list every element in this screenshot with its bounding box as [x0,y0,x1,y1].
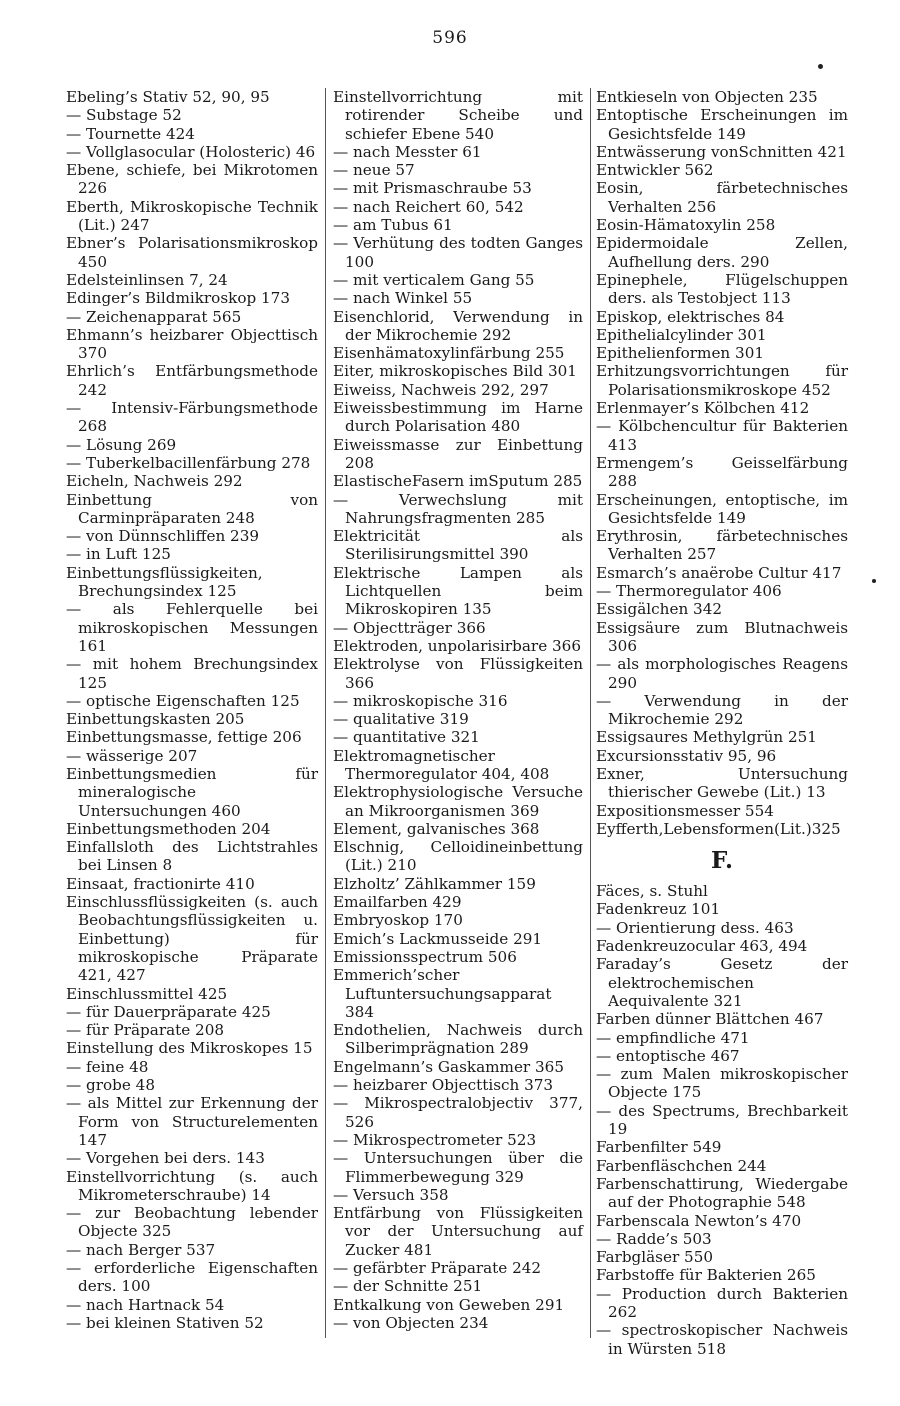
index-entry: Erscheinungen, entoptische, im Gesichtsfelde 149 [596,490,848,527]
index-entry: Eiweiss, Nachweis 292, 297 [333,380,549,399]
index-entry: Farbenschattirung, Wiedergabe auf der Photographie 548 [596,1174,848,1212]
index-entry: Expositionsmesser 554 [596,801,774,820]
index-entry: — Zeichenapparat 565 [66,307,242,326]
column-divider [325,88,326,1338]
index-entry: Ebner’s Polarisationsmikroskop 450 [66,234,318,271]
index-entry: — optische Eigenschaften 125 [66,691,300,710]
index-entry: Farbenfläschchen 244 [596,1156,767,1175]
index-entry: — von Dünnschliffen 239 [66,527,260,546]
index-entry: Endothelien, Nachweis durch Silberimprägnation 289 [333,1021,583,1058]
index-entry: — Verwechslung mit Nahrungsfragmenten 285 [333,490,583,527]
index-entry: Elektricität als Sterilisirungsmittel 390 [333,527,583,564]
index-entry: — als morphologisches Reagens 290 [596,655,848,692]
index-entry: Essigsaures Methylgrün 251 [596,728,817,747]
index-entry: — Mikrospectrometer 523 [333,1130,537,1149]
index-entry: — wässerige 207 [66,746,198,765]
section-heading: F. [710,847,734,875]
index-column-2 [333,88,583,1332]
index-entry: — grobe 48 [66,1076,156,1095]
index-entry: — von Objecten 234 [333,1313,489,1332]
index-entry: Eosin-Hämatoxylin 258 [596,216,776,235]
index-entry: Epinephele, Flügelschuppen ders. als Testobject 113 [596,270,848,308]
index-entry: Farbenscala Newton’s 470 [596,1211,802,1230]
page-number: 596 [432,28,468,48]
index-column-1 [66,88,318,1332]
index-entry: Einbettungsflüssigkeiten, Brechungsindex 125 [66,563,263,601]
index-entry: Excursionsstativ 95, 96 [596,746,777,765]
index-entry: Einbettung von Carminpräparaten 248 [66,490,318,527]
index-entry: Embryoskop 170 [333,911,463,930]
index-entry: Eisenhämatoxylinfärbung 255 [333,344,565,363]
index-entry: — Kölbchencultur für Bakterien 413 [596,417,848,454]
index-entry: Eiter, mikroskopisches Bild 301 [333,362,577,381]
index-entry: Epidermoidale Zellen, Aufhellung ders. 290 [596,234,848,271]
index-entry: Entfärbung von Flüssigkeiten vor der Untersuchung auf Zucker 481 [333,1204,583,1259]
index-entry: Eosin, färbetechnisches Verhalten 256 [596,179,848,216]
index-entry: Einfallsloth des Lichtstrahles bei Linsen 8 [66,838,318,875]
index-entry: Edelsteinlinsen 7, 24 [66,270,228,289]
index-entry: Einstellung des Mikroskopes 15 [66,1039,313,1058]
index-entry: — Production durch Bakterien 262 [596,1284,848,1321]
index-entry: — nach Winkel 55 [333,289,473,308]
index-entry: Elektrische Lampen als Lichtquellen beim Mikroskopiren 135 [333,563,583,619]
index-entry: — Lösung 269 [66,435,177,454]
index-entry: — Radde’s 503 [596,1229,712,1248]
index-entry: Ehrlich’s Entfärbungsmethode 242 [66,362,318,399]
index-entry: — Untersuchungen über die Flimmerbewegung 329 [333,1149,583,1186]
index-entry: Edinger’s Bildmikroskop 173 [66,289,291,308]
index-entry: Eyfferth,Lebensformen(Lit.)325 [596,819,841,838]
index-entry: Elektrolyse von Flüssigkeiten 366 [333,655,583,692]
index-entry: Entwässerung vonSchnitten 421 [596,142,847,161]
index-entry: — Mikrospectralobjectiv 377, 526 [333,1094,583,1131]
index-entry: — nach Berger 537 [66,1240,216,1259]
index-entry: Fadenkreuzocular 463, 494 [596,937,808,956]
index-entry: Emissionsspectrum 506 [333,947,517,966]
index-entry: — qualitative 319 [333,710,469,729]
index-entry: — empfindliche 471 [596,1028,750,1047]
index-entry: Ermengem’s Geisselfärbung 288 [596,453,848,491]
index-entry: — Thermoregulator 406 [596,582,782,601]
index-entry: — Verhütung des todten Ganges 100 [333,234,583,271]
index-entry: — Intensiv-Färbungsmethode 268 [66,399,318,436]
index-entry: Farbgläser 550 [596,1248,714,1267]
index-entry: Einbettungskasten 205 [66,710,245,729]
index-entry: Entkalkung von Geweben 291 [333,1295,565,1314]
index-entry: — Vorgehen bei ders. 143 [66,1149,265,1168]
index-entry: Esmarch’s anaërobe Cultur 417 [596,563,842,582]
index-column-3 [596,88,848,1358]
index-entry: Erlenmayer’s Kölbchen 412 [596,399,810,418]
index-entry: — quantitative 321 [333,728,480,747]
index-entry: — mit verticalem Gang 55 [333,270,535,289]
index-entry: — gefärbter Präparate 242 [333,1259,542,1277]
index-entry: Emmerich’scher Luftuntersuchungsapparat 384 [333,966,552,1021]
index-entry: Entoptische Erscheinungen im Gesichtsfelde 149 [596,106,848,143]
index-entry: — zur Beobachtung lebender Objecte 325 [66,1204,318,1241]
column-divider [590,88,591,1338]
index-entry: Eicheln, Nachweis 292 [66,472,243,491]
index-entry: Fadenkreuz 101 [596,900,721,919]
index-entry: Entwickler 562 [596,161,714,180]
index-entry: — für Präparate 208 [66,1021,225,1040]
index-entry: — als Mittel zur Erkennung der Form von Structurelementen 147 [66,1094,318,1149]
index-entry: — nach Messter 61 [333,142,482,161]
index-entry: — neue 57 [333,161,415,180]
index-entry: Elektroden, unpolarisirbare 366 [333,636,581,655]
index-entry: — erforderliche Eigenschaften ders. 100 [66,1259,318,1296]
index-entry: Eberth, Mikroskopische Technik (Lit.) 247 [66,197,318,235]
index-entry: Farbstoffe für Bakterien 265 [596,1266,816,1285]
index-entry: — mit hohem Brechungsindex 125 [66,655,318,692]
index-entry: Emailfarben 429 [333,893,462,912]
index-entry: Epithelialcylinder 301 [596,325,767,344]
index-entry: Engelmann’s Gaskammer 365 [333,1057,565,1076]
index-entry: Eiweissbestimmung im Harne durch Polarisation 480 [333,399,583,436]
index-entry: Essigsäure zum Blutnachweis 306 [596,618,848,655]
index-entry: Eisenchlorid, Verwendung in der Mikrochemie 292 [333,307,583,344]
index-entry: — mikroskopische 316 [333,691,508,710]
index-entry: Einschlussmittel 425 [66,984,228,1003]
index-entry: Essigälchen 342 [596,600,723,619]
index-entry: — feine 48 [66,1057,149,1076]
index-entry: Elektrophysiologische Versuche an Mikroorganismen 369 [333,783,583,820]
index-entry: — als Fehlerquelle bei mikroskopischen Messungen 161 [66,600,318,655]
index-entry: — des Spectrums, Brechbarkeit 19 [596,1101,848,1139]
index-entry: — spectroskopischer Nachweis in Würsten 518 [596,1321,848,1358]
index-entry: Fäces, s. Stuhl [596,882,708,901]
index-entry: Epithelienformen 301 [596,344,765,363]
index-entry: Erhitzungsvorrichtungen für Polarisationsmikroskope 452 [596,362,848,399]
index-entry: Farbenfilter 549 [596,1138,722,1157]
index-entry: — für Dauerpräparate 425 [66,1002,271,1021]
index-entry: — Tuberkelbacillenfärbung 278 [66,453,311,472]
index-entry: — Objectträger 366 [333,618,486,637]
index-entry: — Verwendung in der Mikrochemie 292 [596,691,848,729]
index-entry: Ebeling’s Stativ 52, 90, 95 [66,88,270,106]
index-entry: — am Tubus 61 [333,216,453,235]
index-entry: Element, galvanisches 368 [333,819,540,838]
index-entry: Erythrosin, färbetechnisches Verhalten 257 [596,527,848,564]
index-entry: — Substage 52 [66,106,182,125]
print-speck [818,64,823,69]
index-entry: — heizbarer Objecttisch 373 [333,1076,554,1095]
index-entry: — nach Hartnack 54 [66,1295,225,1314]
index-entry: — mit Prismaschraube 53 [333,179,532,198]
print-speck [872,579,876,583]
index-entry: Einstellvorrichtung (s. auch Mikrometerschraube) 14 [66,1167,318,1204]
index-entry: — entoptische 467 [596,1046,740,1065]
index-entry: Einsaat, fractionirte 410 [66,874,255,893]
index-entry: Ebene, schiefe, bei Mikrotomen 226 [66,161,318,198]
index-entry: Faraday’s Gesetz der elektrochemischen Aequivalente 321 [596,955,848,1010]
index-entry: Einschlussflüssigkeiten (s. auch Beobachtungsflüssigkeiten u. Einbettung) für mikroskopische Präparate 421, 427 [66,893,318,985]
index-entry: Farben dünner Blättchen 467 [596,1010,824,1029]
index-entry: — Tournette 424 [66,124,195,143]
index-entry: Einstellvorrichtung mit rotirender Scheibe und schiefer Ebene 540 [333,88,583,143]
index-entry: ElastischeFasern imSputum 285 [333,472,583,491]
index-entry: — nach Reichert 60, 542 [333,197,524,216]
index-entry: Emich’s Lackmusseide 291 [333,929,543,948]
index-entry: — Vollglasocular (Holosteric) 46 [66,142,316,161]
index-entry: — zum Malen mikroskopischer Objecte 175 [596,1065,848,1102]
index-entry: — bei kleinen Stativen 52 [66,1313,264,1332]
index-entry: Einbettungsmasse, fettige 206 [66,728,302,747]
index-entry: Einbettungsmethoden 204 [66,819,271,838]
index-entry: Eiweissmasse zur Einbettung 208 [333,435,583,472]
index-entry: — Orientierung dess. 463 [596,918,794,937]
index-entry: Ehmann’s heizbarer Objecttisch 370 [66,325,318,363]
index-entry: Einbettungsmedien für mineralogische Untersuchungen 460 [66,764,318,820]
index-entry: Episkop, elektrisches 84 [596,307,785,326]
index-entry: Elektromagnetischer Thermoregulator 404, 408 [333,746,550,783]
index-entry: Elzholtz’ Zählkammer 159 [333,874,536,893]
index-entry: — in Luft 125 [66,545,171,564]
index-entry: Entkieseln von Objecten 235 [596,88,818,106]
index-entry: — der Schnitte 251 [333,1277,483,1296]
index-entry: Exner, Untersuchung thierischer Gewebe (Lit.) 13 [596,764,848,802]
index-entry: Elschnig, Celloidineinbettung (Lit.) 210 [333,838,583,875]
index-entry: — Versuch 358 [333,1185,449,1204]
